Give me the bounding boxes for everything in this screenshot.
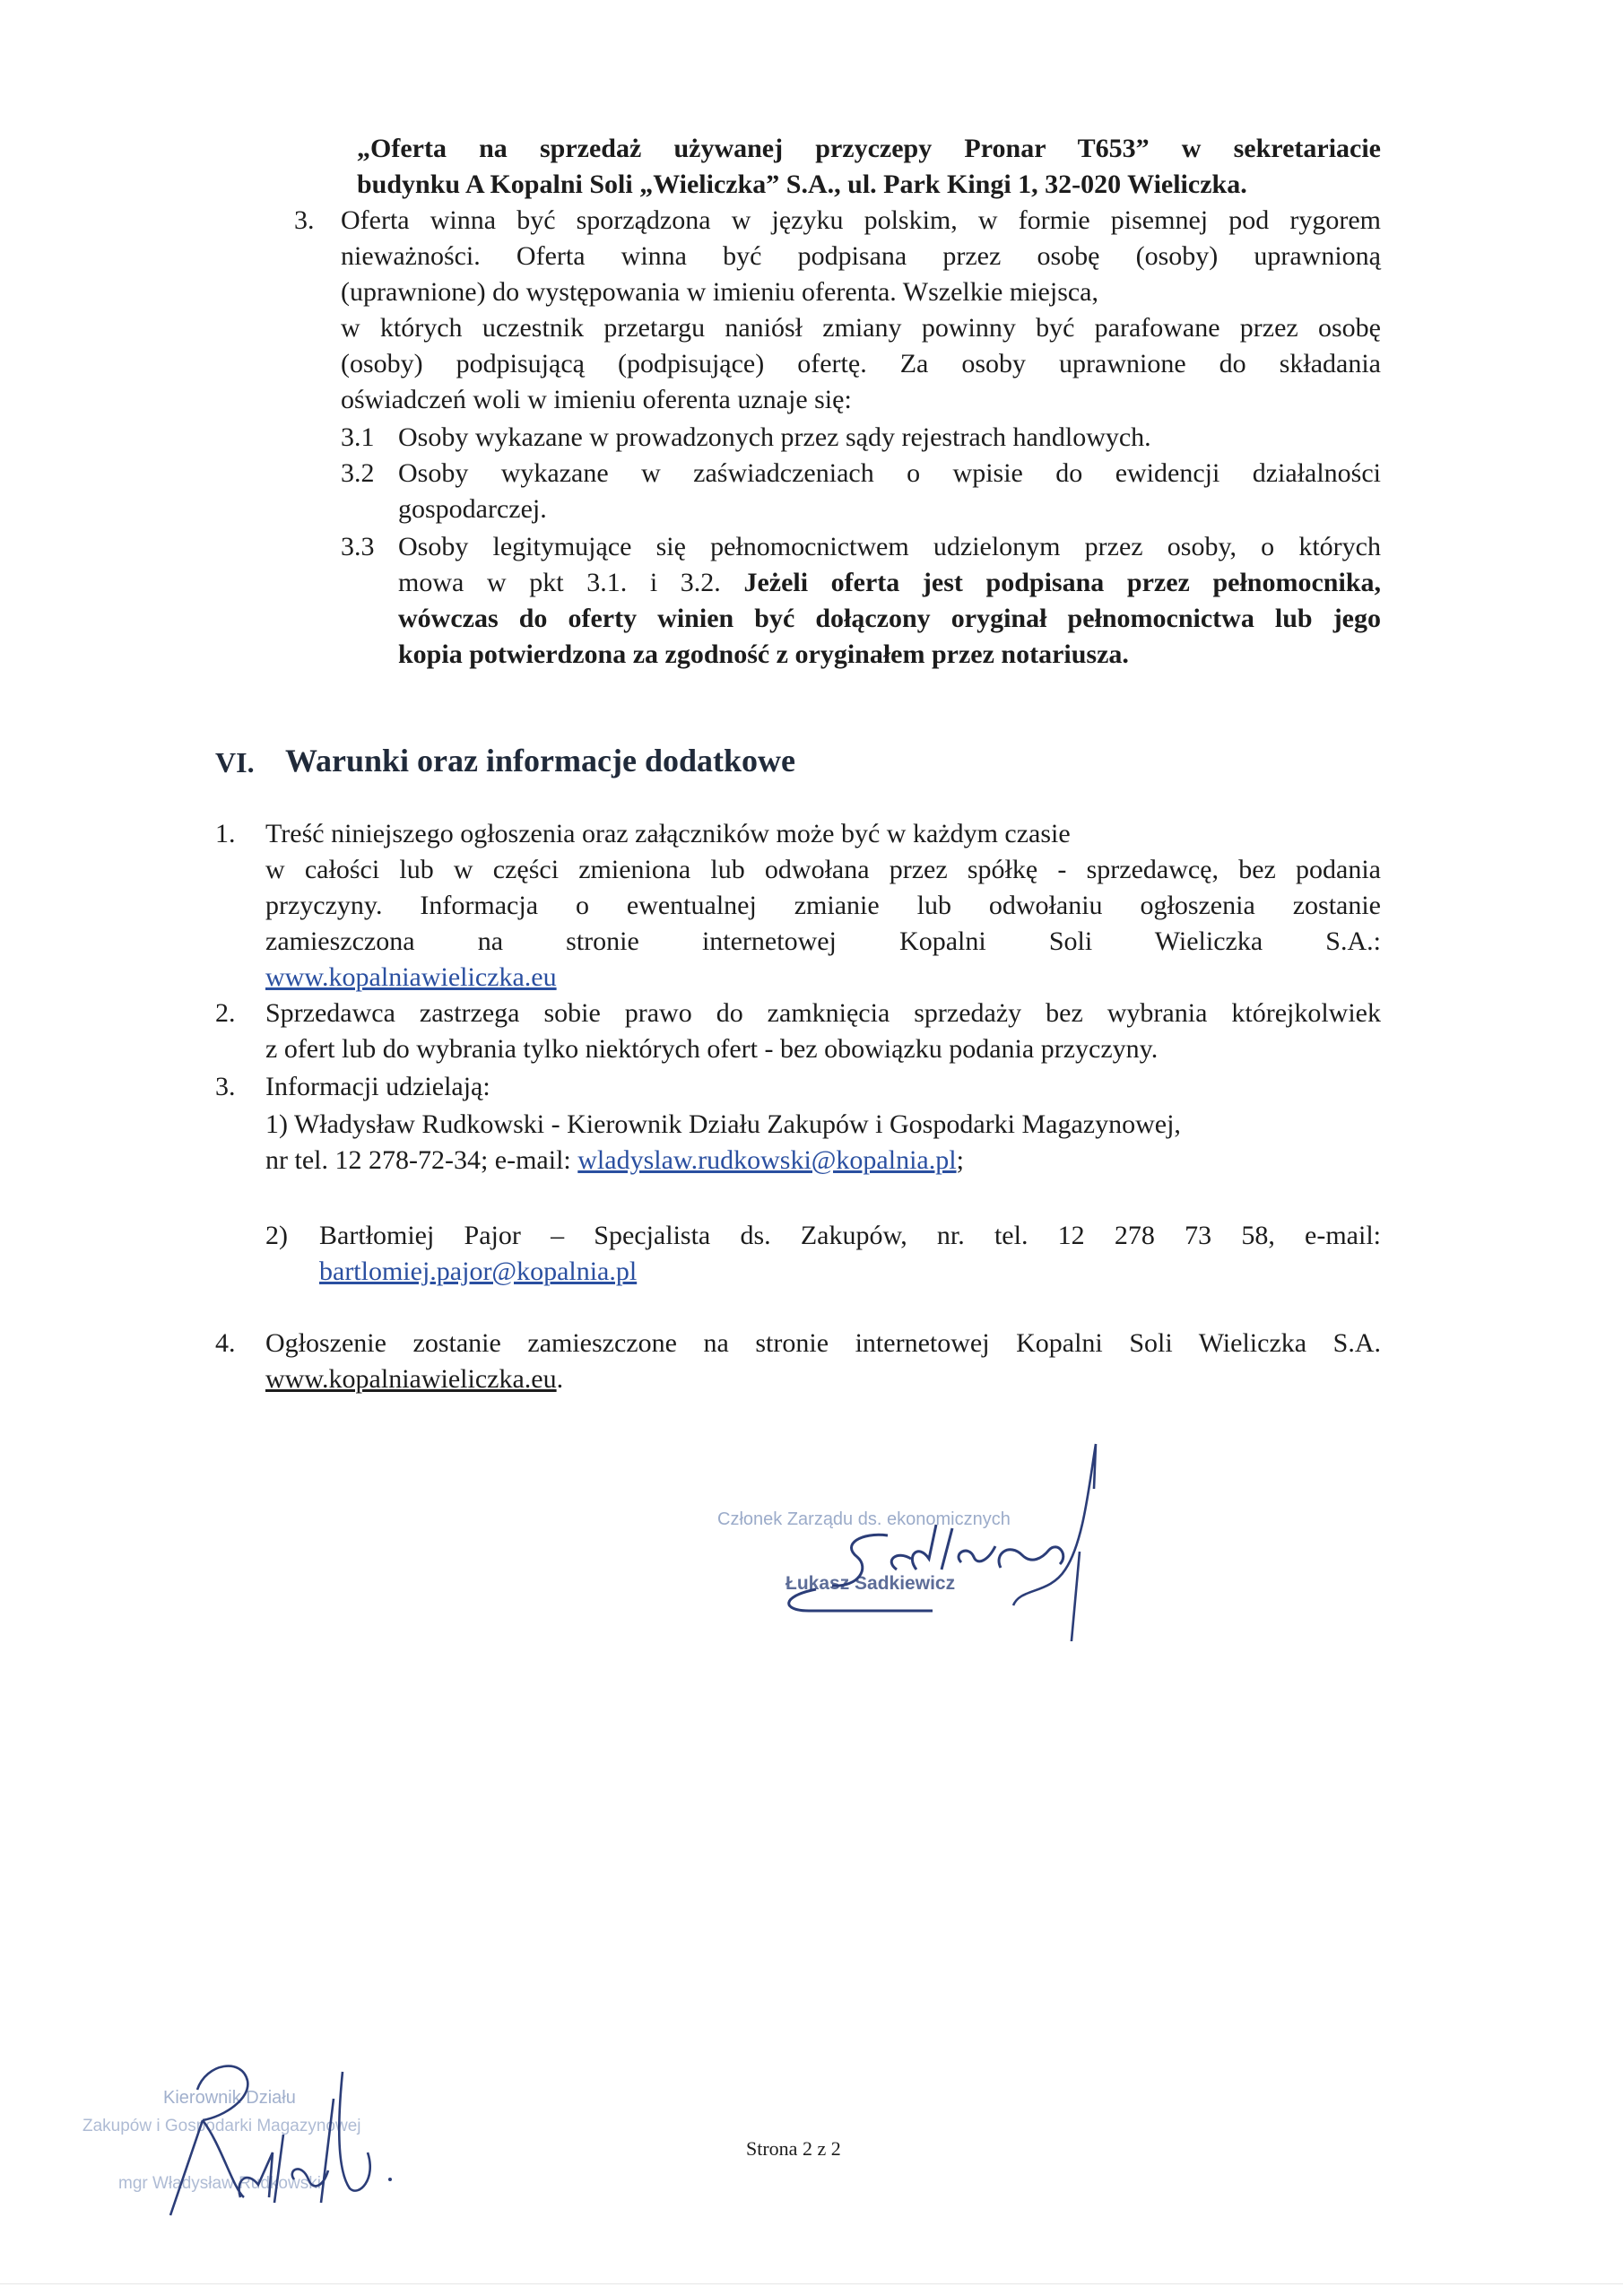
item3-line6: oświadczeń woli w imieniu oferenta uznaje się: [341, 385, 852, 414]
section6-title: Warunki oraz informacje dodatkowe [285, 743, 795, 778]
stamp-name: Łukasz Sadkiewicz [785, 1573, 956, 1594]
item3-2-line2: gospodarczej. [398, 494, 547, 524]
item3-line2: nieważności. Oferta winna być podpisana przez osobę (osoby) uprawnioną [341, 241, 1381, 271]
section6-numeral: VI. [215, 746, 255, 778]
contact2-email-link[interactable]: bartlomiej.pajor@kopalnia.pl [319, 1257, 638, 1286]
s6-p1-website-link[interactable]: www.kopalniawieliczka.eu [265, 962, 557, 992]
purchasing-manager-signature [135, 2045, 404, 2224]
board-member-signature [726, 1435, 1121, 1641]
s6-p1-line4: zamieszczona na stronie internetowej Kopalni Soli Wieliczka S.A.: [265, 926, 1381, 956]
item3-line4: w których uczestnik przetargu naniósł zmiany powinny być parafowane przez osobę [341, 313, 1381, 343]
page-number: Strona 2 z 2 [746, 2137, 841, 2160]
s6-p1-line3: przyczyny. Informacja o ewentualnej zmianie lub odwołaniu ogłoszenia zostanie [265, 891, 1381, 920]
s6-p3-contact2-line1: Bartłomiej Pajor – Specjalista ds. Zakupów, nr. tel. 12 278 73 58, e-mail: [319, 1221, 1381, 1250]
s6-p4-website-link[interactable]: www.kopalniawieliczka.eu [265, 1364, 557, 1394]
item3-line1: Oferta winna być sporządzona w języku polskim, w formie pisemnej pod rygorem [341, 205, 1381, 235]
item3-3-line1: Osoby legitymujące się pełnomocnictwem udzielonym przez osoby, o których [398, 532, 1381, 561]
s6-p3-contact1-line1: 1) Władysław Rudkowski - Kierownik Działu Zakupów i Gospodarki Magazynowej, [265, 1109, 1181, 1139]
s6-p4-line1: Ogłoszenie zostanie zamieszczone na stronie internetowej Kopalni Soli Wieliczka S.A. [265, 1328, 1381, 1358]
left-stamp-line3: mgr Władysław Rudkowski [118, 2174, 321, 2193]
item3-line3: (uprawnione) do występowania w imieniu oferenta. Wszelkie miejsca, [341, 277, 1098, 307]
item3-2-line1: Osoby wykazane w zaświadczeniach o wpisie do ewidencji działalności [398, 458, 1381, 488]
item3-1-text: Osoby wykazane w prowadzonych przez sądy rejestrach handlowych. [398, 422, 1151, 452]
s6-p3-number: 3. [215, 1072, 236, 1101]
item3-2-number: 3.2 [341, 458, 375, 488]
item3-number: 3. [294, 205, 315, 235]
contact1-phone: nr tel. 12 278-72-34; e-mail: [265, 1145, 578, 1175]
item3-3-line2-bold: Jeżeli oferta jest podpisana przez pełnomocnika, [743, 568, 1382, 597]
s6-p4-number: 4. [215, 1328, 236, 1358]
item3-3-line2 [398, 565, 1381, 601]
s6-p4-suffix: . [556, 1364, 564, 1394]
s6-p3-intro: Informacji udzielają: [265, 1072, 490, 1101]
bottom-scan-edge [0, 2283, 1623, 2284]
s6-p2-line1: Sprzedawca zastrzega sobie prawo do zamknięcia sprzedaży bez wybrania którejkolwiek [265, 998, 1381, 1028]
s6-p1-line1: Treść niniejszego ogłoszenia oraz załączników może być w każdym czasie [265, 819, 1071, 848]
s6-p2-number: 2. [215, 998, 236, 1028]
item3-1-number: 3.1 [341, 422, 375, 452]
s6-p3-contact1-line2 [265, 1143, 964, 1178]
s6-p1-line2: w całości lub w części zmieniona lub odwołana przez spółkę - sprzedawcę, bez podania [265, 855, 1381, 884]
item-intro-line2: budynku A Kopalni Soli „Wieliczka” S.A., ul. Park Kingi 1, 32-020 Wieliczka. [357, 170, 1247, 199]
contact1-suffix: ; [956, 1145, 964, 1175]
left-stamp-line1: Kierownik Działu [163, 2088, 296, 2108]
stamp-role: Członek Zarządu ds. ekonomicznych [717, 1509, 1011, 1529]
s6-p2-line2: z ofert lub do wybrania tylko niektórych ofert - bez obowiązku podania przyczyny. [265, 1034, 1159, 1064]
item-intro-line1: „Oferta na sprzedaż używanej przyczepy Pronar T653” w sekretariacie [357, 134, 1381, 163]
item3-line5: (osoby) podpisującą (podpisujące) ofertę. Za osoby uprawnione do składania [341, 349, 1381, 378]
item3-3-line2-plain: mowa w pkt 3.1. i 3.2. [398, 568, 744, 597]
s6-p3-contact2-number: 2) [265, 1221, 288, 1250]
left-stamp-line2: Zakupów i Gospodarki Magazynowej [82, 2117, 361, 2135]
s6-p1-number: 1. [215, 819, 236, 848]
item3-3-line3: wówczas do oferty winien być dołączony oryginał pełnomocnictwa lub jego [398, 604, 1381, 633]
s6-p4-line2 [265, 1361, 563, 1397]
item3-3-line4: kopia potwierdzona za zgodność z oryginałem przez notariusza. [398, 639, 1129, 669]
contact1-email-link[interactable]: wladyslaw.rudkowski@kopalnia.pl [577, 1145, 957, 1175]
item3-3-number: 3.3 [341, 532, 375, 561]
